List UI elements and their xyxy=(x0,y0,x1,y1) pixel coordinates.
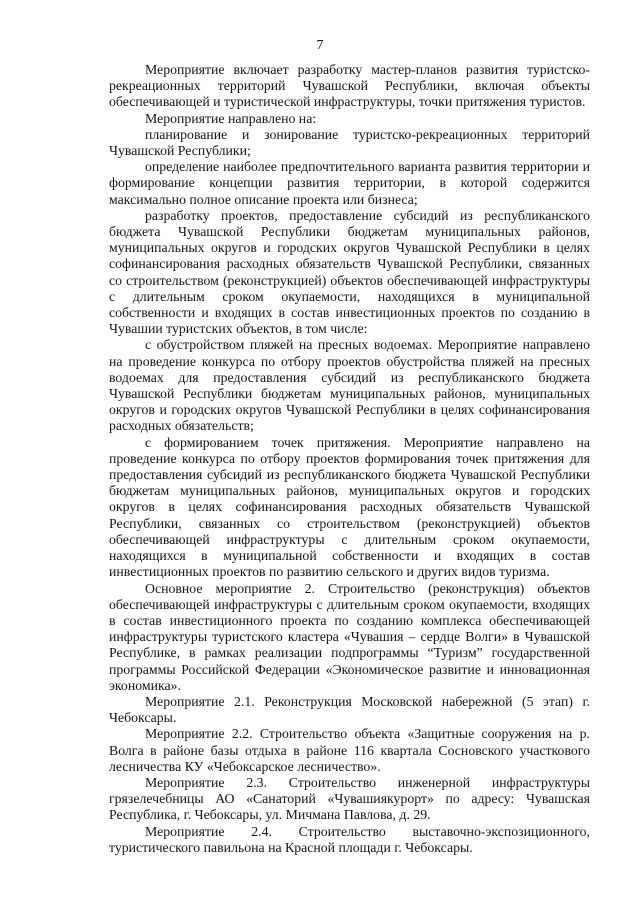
paragraph-main-activity-2: Основное мероприятие 2. Строительство (реконструкция) объектов обеспечивающей инфраструктуры с длительным сроком окупаемости, входящих в состав инвестиционного проекта по созданию комплекса обеспечивающей инфраструктуры туристского кластера «Чувашия – сердце Волги» в Чувашской Республике, в рамках реализации подпрограммы “Туризм” государственной программы Российской Федерации «Экономическое развитие и инновационная экономика». xyxy=(109,580,590,693)
paragraph-activity-2-1: Мероприятие 2.1. Реконструкция Московской набережной (5 этап) г. Чебоксары. xyxy=(109,693,590,726)
paragraph-aimed-at: Мероприятие направлено на: xyxy=(145,110,317,126)
paragraph-activity-2-4: Мероприятие 2.4. Строительство выставочно-экспозиционного, туристического павильона на Красной площади г. Чебоксары. xyxy=(109,823,590,855)
paragraph-subsidies: разработку проектов, предоставление субсидий из республиканского бюджета Чувашской Республики бюджетам муниципальных районов, муниципальных округов и городских округов Чувашской Республики в целях софинансирования расходных обязательств Чувашской Республики, связанных со строительством (реконструкцией) объектов обеспечивающей инфраструктуры с длительным сроком окупаемости, находящихся в муниципальной собственности и входящих в состав инвестиционных проектов по созданию в Чувашии туристских объектов, в том числе: xyxy=(109,207,590,337)
paragraph-concept: определение наиболее предпочтительного варианта развития территории и формирование концепции развития территории, в которой содержится максимально полное описание проекта или бизнеса; xyxy=(109,159,590,207)
paragraph-master-plans: Мероприятие включает разработку мастер-планов развития туристско-рекреационных территорий Чувашской Республики, включая объекты обеспечивающей и туристической инфраструктуры, точки притяжения туристов. xyxy=(109,62,590,110)
document-body xyxy=(109,62,590,856)
page-number: 7 xyxy=(316,38,324,53)
paragraph-beaches: с обустройством пляжей на пресных водоемах. Мероприятие направлено на проведение конкурса по отбору проектов обустройства пляжей на пресных водоемах для предоставления субсидий из республиканского бюджета Чувашской Республики бюджетам муниципальных районов, муниципальных округов и городских округов Чувашской Республики в целях софинансирования расходных обязательств; xyxy=(109,337,590,434)
paragraph-zoning: планирование и зонирование туристско-рекреационных территорий Чувашской Республики; xyxy=(109,126,590,159)
paragraph-activity-2-2: Мероприятие 2.2. Строительство объекта «Защитные сооружения на р. Волга в районе базы отдыха в районе 116 квартала Сосновского участкового лесничества КУ «Чебоксарское лесничество». xyxy=(109,726,590,774)
paragraph-activity-2-3: Мероприятие 2.3. Строительство инженерной инфраструктуры грязелечебницы АО «Санаторий «Чувашиякурорт» по адресу: Чувашская Республика, г. Чебоксары, ул. Мичмана Павлова, д. 29. xyxy=(109,774,590,823)
paragraph-attraction-points: с формированием точек притяжения. Мероприятие направлено на проведение конкурса по отбору проектов формирования точек притяжения для предоставления субсидий из республиканского бюджета Чувашской Республики бюджетам муниципальных районов, муниципальных округов и городских округов в целях софинансирования расходных обязательств Чувашской Республики, связанных со строительством (реконструкцией) объектов обеспечивающей инфраструктуры с длительным сроком окупаемости, находящихся в муниципальной собственности и входящих в состав инвестиционных проектов по развитию сельского и других видов туризма. xyxy=(109,434,590,580)
